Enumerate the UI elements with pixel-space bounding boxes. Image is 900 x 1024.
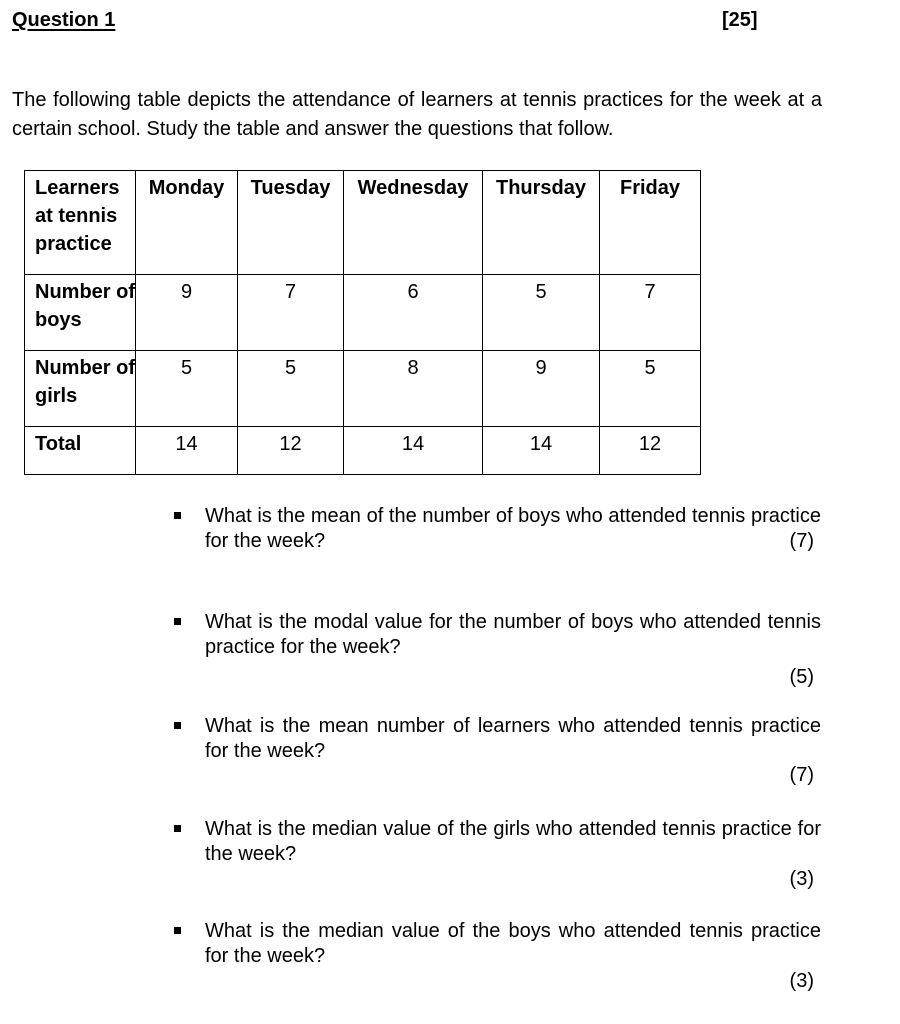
question-text: What is the mean of the number of boys who attended tennis practice for the week? (205, 505, 821, 552)
table-cell: 5 (600, 351, 701, 427)
column-header-thursday: Thursday (483, 171, 600, 275)
question-marks: (3) (789, 868, 814, 890)
column-header-wednesday: Wednesday (344, 171, 483, 275)
table-cell: 9 (483, 351, 600, 427)
table-cell: 5 (238, 351, 344, 427)
square-bullet-icon (174, 512, 181, 519)
column-header-monday: Monday (136, 171, 238, 275)
question-text: What is the median value of the boys who attended tennis practice for the week? (205, 920, 821, 967)
table-cell: 14 (483, 427, 600, 475)
question-marks: (7) (789, 764, 814, 786)
table-cell: 14 (344, 427, 483, 475)
column-header-learners: Learners at tennis practice (25, 171, 136, 275)
question-marks: (7) (789, 530, 814, 552)
table-cell: 7 (238, 275, 344, 351)
square-bullet-icon (174, 618, 181, 625)
row-label-total: Total (25, 427, 136, 475)
table-cell: 7 (600, 275, 701, 351)
question-text: What is the median value of the girls who attended tennis practice for the week? (205, 818, 821, 865)
question-text: What is the mean number of learners who attended tennis practice for the week? (205, 715, 821, 762)
table-cell: 5 (136, 351, 238, 427)
square-bullet-icon (174, 825, 181, 832)
total-marks: [25] (722, 9, 758, 31)
intro-paragraph: The following table depicts the attendance of learners at tennis practices for the week at a certain school. Study the table and answer the questions that follow. (12, 89, 822, 140)
row-label-girls: Number of girls (25, 351, 136, 427)
table-cell: 6 (344, 275, 483, 351)
table-row (25, 275, 701, 351)
table-row (25, 351, 701, 427)
table-cell: 12 (238, 427, 344, 475)
table-cell: 14 (136, 427, 238, 475)
table-header-row (25, 171, 701, 275)
column-header-friday: Friday (600, 171, 701, 275)
table-row (25, 427, 701, 475)
table-cell: 5 (483, 275, 600, 351)
table-cell: 8 (344, 351, 483, 427)
table-cell: 9 (136, 275, 238, 351)
question-title: Question 1 (12, 9, 116, 31)
square-bullet-icon (174, 927, 181, 934)
square-bullet-icon (174, 722, 181, 729)
table-cell: 12 (600, 427, 701, 475)
column-header-tuesday: Tuesday (238, 171, 344, 275)
question-text: What is the modal value for the number of boys who attended tennis practice for the week? (205, 611, 821, 658)
question-marks: (3) (789, 970, 814, 992)
question-marks: (5) (789, 666, 814, 688)
attendance-table (24, 170, 701, 475)
row-label-boys: Number of boys (25, 275, 136, 351)
